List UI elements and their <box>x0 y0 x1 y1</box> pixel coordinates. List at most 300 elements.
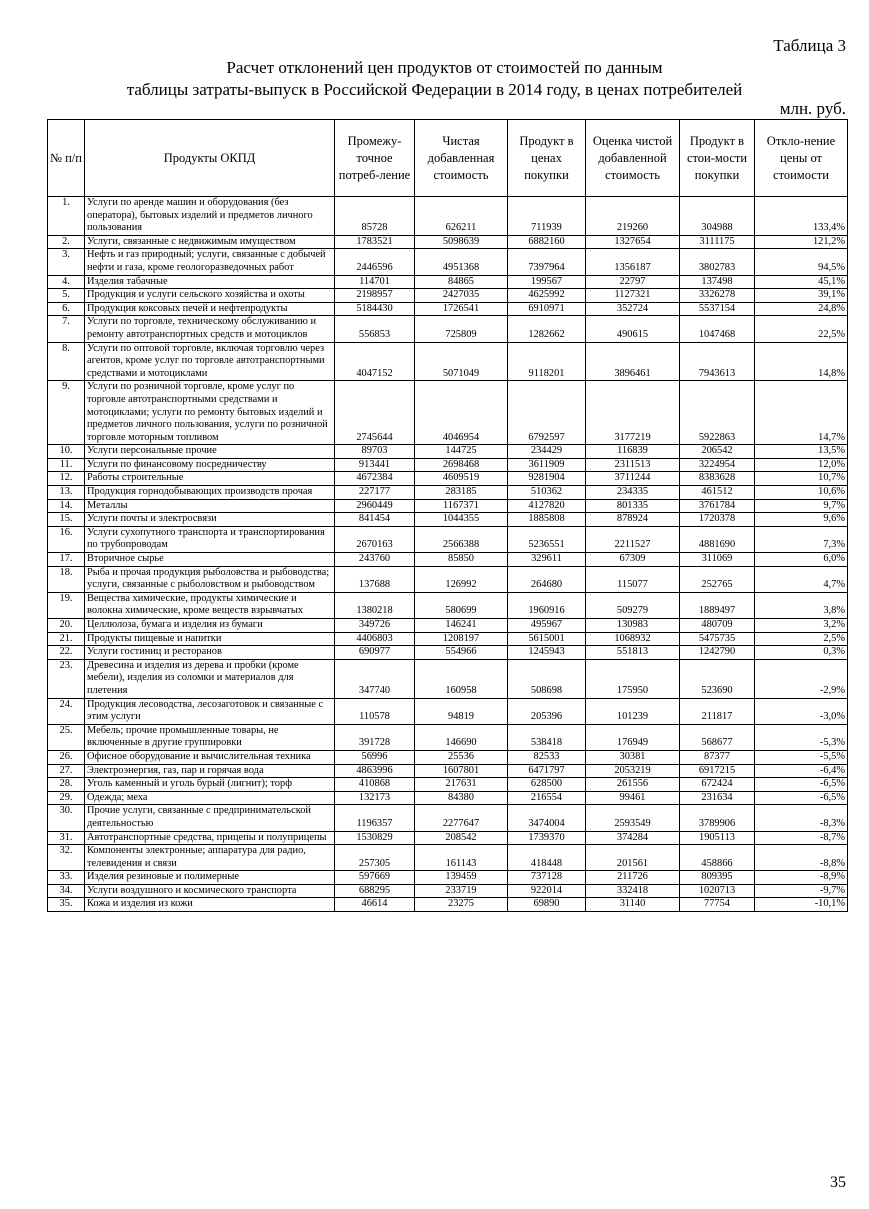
cell-purchase-price: 199567 <box>508 275 586 289</box>
cell-value-estimate: 878924 <box>586 513 680 527</box>
cell-net-value-added: 139459 <box>415 871 508 885</box>
cell-purchase-price: 4127820 <box>508 499 586 513</box>
cell-deviation: 7,3% <box>755 526 848 552</box>
row-product-name: Услуги почты и электросвязи <box>85 513 335 527</box>
cell-net-value-added: 725809 <box>415 316 508 342</box>
table-row <box>48 526 848 552</box>
cell-net-value-added: 94819 <box>415 698 508 724</box>
cell-value-estimate: 116839 <box>586 445 680 459</box>
cell-value-estimate: 31140 <box>586 898 680 912</box>
table-body <box>48 197 848 912</box>
cell-net-value-added: 554966 <box>415 646 508 660</box>
table-row <box>48 275 848 289</box>
cell-deviation: 12,0% <box>755 458 848 472</box>
cell-purchase-price: 6792597 <box>508 381 586 445</box>
cell-product-value: 672424 <box>680 778 755 792</box>
cell-product-value: 3802783 <box>680 249 755 275</box>
table-row <box>48 619 848 633</box>
cell-purchase-price: 711939 <box>508 197 586 236</box>
row-product-name: Кожа и изделия из кожи <box>85 898 335 912</box>
table-row <box>48 289 848 303</box>
cell-intermediate: 4047152 <box>335 342 415 381</box>
cell-product-value: 77754 <box>680 898 755 912</box>
row-product-name: Автотранспортные средства, прицепы и полуприцепы <box>85 831 335 845</box>
table-row <box>48 445 848 459</box>
cell-product-value: 1047468 <box>680 316 755 342</box>
cell-deviation: 2,5% <box>755 632 848 646</box>
row-number: 27. <box>48 764 85 778</box>
table-row <box>48 764 848 778</box>
row-number: 25. <box>48 724 85 750</box>
table-row <box>48 845 848 871</box>
cell-value-estimate: 1068932 <box>586 632 680 646</box>
cell-purchase-price: 1245943 <box>508 646 586 660</box>
cell-intermediate: 391728 <box>335 724 415 750</box>
row-number: 4. <box>48 275 85 289</box>
row-number: 33. <box>48 871 85 885</box>
cell-product-value: 1905113 <box>680 831 755 845</box>
row-product-name: Услуги, связанные с недвижимым имуществом <box>85 235 335 249</box>
cell-purchase-price: 216554 <box>508 791 586 805</box>
cell-product-value: 4881690 <box>680 526 755 552</box>
cell-purchase-price: 264680 <box>508 566 586 592</box>
cell-intermediate: 243760 <box>335 553 415 567</box>
cell-deviation: -9,7% <box>755 884 848 898</box>
cell-product-value: 311069 <box>680 553 755 567</box>
cell-intermediate: 597669 <box>335 871 415 885</box>
cell-purchase-price: 329611 <box>508 553 586 567</box>
row-number: 3. <box>48 249 85 275</box>
row-number: 18. <box>48 566 85 592</box>
cell-product-value: 1720378 <box>680 513 755 527</box>
cell-purchase-price: 418448 <box>508 845 586 871</box>
table-row <box>48 472 848 486</box>
cell-product-value: 206542 <box>680 445 755 459</box>
cell-deviation: -8,7% <box>755 831 848 845</box>
cell-value-estimate: 201561 <box>586 845 680 871</box>
cell-net-value-added: 626211 <box>415 197 508 236</box>
cell-value-estimate: 175950 <box>586 659 680 698</box>
cell-intermediate: 137688 <box>335 566 415 592</box>
cell-net-value-added: 1607801 <box>415 764 508 778</box>
row-number: 2. <box>48 235 85 249</box>
cell-deviation: 10,6% <box>755 486 848 500</box>
cell-net-value-added: 1726541 <box>415 302 508 316</box>
row-product-name: Услуги по финансовому посредничеству <box>85 458 335 472</box>
cell-net-value-added: 4046954 <box>415 381 508 445</box>
row-number: 31. <box>48 831 85 845</box>
cell-product-value: 458866 <box>680 845 755 871</box>
cell-purchase-price: 737128 <box>508 871 586 885</box>
cell-deviation: 39,1% <box>755 289 848 303</box>
cell-deviation: -6,4% <box>755 764 848 778</box>
cell-intermediate: 89703 <box>335 445 415 459</box>
row-product-name: Продукты пищевые и напитки <box>85 632 335 646</box>
cell-deviation: 4,7% <box>755 566 848 592</box>
cell-value-estimate: 801335 <box>586 499 680 513</box>
cell-value-estimate: 67309 <box>586 553 680 567</box>
cell-intermediate: 4406803 <box>335 632 415 646</box>
cell-purchase-price: 4625992 <box>508 289 586 303</box>
cell-intermediate: 2960449 <box>335 499 415 513</box>
row-product-name: Целлюлоза, бумага и изделия из бумаги <box>85 619 335 633</box>
table-row <box>48 302 848 316</box>
cell-intermediate: 56996 <box>335 750 415 764</box>
row-number: 30. <box>48 805 85 831</box>
cell-product-value: 3789906 <box>680 805 755 831</box>
cell-value-estimate: 2593549 <box>586 805 680 831</box>
row-product-name: Работы строительные <box>85 472 335 486</box>
cell-net-value-added: 2566388 <box>415 526 508 552</box>
cell-product-value: 137498 <box>680 275 755 289</box>
row-number: 29. <box>48 791 85 805</box>
cell-net-value-added: 4609519 <box>415 472 508 486</box>
cell-deviation: -3,0% <box>755 698 848 724</box>
row-product-name: Услуги по розничной торговле, кроме услуг по торговле автотранспортными средствами и мотоциклами; услуги по ремонту бытовых изделий и предметов личного пользования, услуги по розничной торговле моторным топливом <box>85 381 335 445</box>
row-product-name: Уголь каменный и уголь бурый (лигнит); торф <box>85 778 335 792</box>
cell-product-value: 5475735 <box>680 632 755 646</box>
cell-value-estimate: 1327654 <box>586 235 680 249</box>
row-product-name: Прочие услуги, связанные с предпринимательской деятельностью <box>85 805 335 831</box>
cell-deviation: -8,9% <box>755 871 848 885</box>
row-product-name: Нефть и газ природный; услуги, связанные с добычей нефти и газа, кроме геологоразведочных работ <box>85 249 335 275</box>
page-number: 35 <box>830 1174 846 1191</box>
row-product-name: Услуги воздушного и космического транспорта <box>85 884 335 898</box>
cell-deviation: 9,7% <box>755 499 848 513</box>
cell-value-estimate: 551813 <box>586 646 680 660</box>
row-number: 10. <box>48 445 85 459</box>
cell-value-estimate: 332418 <box>586 884 680 898</box>
table-row <box>48 249 848 275</box>
cell-product-value: 809395 <box>680 871 755 885</box>
cell-purchase-price: 7397964 <box>508 249 586 275</box>
cell-intermediate: 556853 <box>335 316 415 342</box>
table-row <box>48 750 848 764</box>
cell-product-value: 523690 <box>680 659 755 698</box>
row-number: 35. <box>48 898 85 912</box>
cell-net-value-added: 146690 <box>415 724 508 750</box>
cell-purchase-price: 69890 <box>508 898 586 912</box>
cell-intermediate: 1196357 <box>335 805 415 831</box>
cell-product-value: 304988 <box>680 197 755 236</box>
cell-net-value-added: 85850 <box>415 553 508 567</box>
cell-net-value-added: 217631 <box>415 778 508 792</box>
cell-value-estimate: 219260 <box>586 197 680 236</box>
data-table <box>47 119 848 912</box>
cell-deviation: 3,8% <box>755 592 848 618</box>
table-row <box>48 235 848 249</box>
cell-deviation: -10,1% <box>755 898 848 912</box>
cell-value-estimate: 211726 <box>586 871 680 885</box>
cell-product-value: 87377 <box>680 750 755 764</box>
cell-purchase-price: 82533 <box>508 750 586 764</box>
cell-net-value-added: 1167371 <box>415 499 508 513</box>
table-row <box>48 898 848 912</box>
row-product-name: Услуги сухопутного транспорта и транспортирования по трубопроводам <box>85 526 335 552</box>
col-header-num: № п/п <box>48 120 85 197</box>
table-label: Таблица 3 <box>773 36 846 55</box>
cell-value-estimate: 1127321 <box>586 289 680 303</box>
col-header-product: Продукты ОКПД <box>85 120 335 197</box>
cell-product-value: 231634 <box>680 791 755 805</box>
row-number: 6. <box>48 302 85 316</box>
table-row <box>48 316 848 342</box>
cell-purchase-price: 3474004 <box>508 805 586 831</box>
cell-product-value: 8383628 <box>680 472 755 486</box>
cell-deviation: 14,8% <box>755 342 848 381</box>
cell-deviation: 133,4% <box>755 197 848 236</box>
row-number: 24. <box>48 698 85 724</box>
row-number: 26. <box>48 750 85 764</box>
row-number: 13. <box>48 486 85 500</box>
cell-intermediate: 688295 <box>335 884 415 898</box>
cell-deviation: -6,5% <box>755 791 848 805</box>
row-product-name: Продукция горнодобывающих производств прочая <box>85 486 335 500</box>
row-number: 7. <box>48 316 85 342</box>
cell-purchase-price: 6910971 <box>508 302 586 316</box>
table-row <box>48 646 848 660</box>
row-number: 32. <box>48 845 85 871</box>
cell-value-estimate: 2053219 <box>586 764 680 778</box>
cell-intermediate: 349726 <box>335 619 415 633</box>
col-header-intermediate: Промежу-точное потреб-ление <box>335 120 415 197</box>
cell-value-estimate: 352724 <box>586 302 680 316</box>
cell-deviation: 10,7% <box>755 472 848 486</box>
row-product-name: Древесина и изделия из дерева и пробки (кроме мебели), изделия из соломки и материалов для плетения <box>85 659 335 698</box>
cell-product-value: 461512 <box>680 486 755 500</box>
cell-product-value: 7943613 <box>680 342 755 381</box>
table-row <box>48 831 848 845</box>
row-product-name: Услуги по оптовой торговле, включая торговлю через агентов, кроме услуг по торговле автотранспортными средствами и мотоциклами <box>85 342 335 381</box>
cell-purchase-price: 234429 <box>508 445 586 459</box>
cell-net-value-added: 5098639 <box>415 235 508 249</box>
row-number: 5. <box>48 289 85 303</box>
table-row <box>48 553 848 567</box>
cell-intermediate: 5184430 <box>335 302 415 316</box>
cell-product-value: 1020713 <box>680 884 755 898</box>
cell-product-value: 6917215 <box>680 764 755 778</box>
row-number: 15. <box>48 513 85 527</box>
cell-net-value-added: 283185 <box>415 486 508 500</box>
cell-net-value-added: 160958 <box>415 659 508 698</box>
row-product-name: Компоненты электронные; аппаратура для радио, телевидения и связи <box>85 845 335 871</box>
cell-purchase-price: 5615001 <box>508 632 586 646</box>
cell-product-value: 211817 <box>680 698 755 724</box>
cell-product-value: 568677 <box>680 724 755 750</box>
cell-purchase-price: 508698 <box>508 659 586 698</box>
cell-value-estimate: 490615 <box>586 316 680 342</box>
cell-net-value-added: 4951368 <box>415 249 508 275</box>
table-row <box>48 659 848 698</box>
table-row <box>48 499 848 513</box>
cell-intermediate: 227177 <box>335 486 415 500</box>
table-row <box>48 778 848 792</box>
cell-intermediate: 410868 <box>335 778 415 792</box>
cell-purchase-price: 1739370 <box>508 831 586 845</box>
row-product-name: Вещества химические, продукты химические и волокна химические, кроме веществ взрывчатых <box>85 592 335 618</box>
cell-intermediate: 132173 <box>335 791 415 805</box>
row-number: 23. <box>48 659 85 698</box>
cell-intermediate: 2198957 <box>335 289 415 303</box>
row-number: 34. <box>48 884 85 898</box>
cell-net-value-added: 84865 <box>415 275 508 289</box>
cell-value-estimate: 176949 <box>586 724 680 750</box>
title-line-1: Расчет отклонений цен продуктов от стоимостей по данным <box>226 58 663 77</box>
cell-deviation: 45,1% <box>755 275 848 289</box>
cell-value-estimate: 2211527 <box>586 526 680 552</box>
cell-value-estimate: 234335 <box>586 486 680 500</box>
cell-value-estimate: 261556 <box>586 778 680 792</box>
row-number: 19. <box>48 592 85 618</box>
cell-purchase-price: 1960916 <box>508 592 586 618</box>
cell-intermediate: 1530829 <box>335 831 415 845</box>
cell-product-value: 5922863 <box>680 381 755 445</box>
cell-value-estimate: 99461 <box>586 791 680 805</box>
cell-value-estimate: 130983 <box>586 619 680 633</box>
cell-product-value: 3326278 <box>680 289 755 303</box>
table-row <box>48 486 848 500</box>
cell-value-estimate: 1356187 <box>586 249 680 275</box>
row-number: 11. <box>48 458 85 472</box>
row-number: 12. <box>48 472 85 486</box>
row-number: 9. <box>48 381 85 445</box>
cell-intermediate: 2670163 <box>335 526 415 552</box>
title-line-2: таблицы затраты-выпуск в Российской Федерации в 2014 году, в ценах потребителей <box>126 80 743 99</box>
cell-value-estimate: 2311513 <box>586 458 680 472</box>
cell-product-value: 1889497 <box>680 592 755 618</box>
row-number: 14. <box>48 499 85 513</box>
row-product-name: Мебель; прочие промышленные товары, не включенные в другие группировки <box>85 724 335 750</box>
cell-intermediate: 1783521 <box>335 235 415 249</box>
cell-net-value-added: 144725 <box>415 445 508 459</box>
cell-product-value: 1242790 <box>680 646 755 660</box>
cell-value-estimate: 374284 <box>586 831 680 845</box>
cell-deviation: 9,6% <box>755 513 848 527</box>
cell-deviation: 3,2% <box>755 619 848 633</box>
cell-value-estimate: 22797 <box>586 275 680 289</box>
cell-intermediate: 4672384 <box>335 472 415 486</box>
cell-purchase-price: 9281904 <box>508 472 586 486</box>
row-product-name: Офисное оборудование и вычислительная техника <box>85 750 335 764</box>
cell-product-value: 3761784 <box>680 499 755 513</box>
col-header-purchase-price: Продукт в ценах покупки <box>508 120 586 197</box>
row-number: 28. <box>48 778 85 792</box>
col-header-product-value: Продукт в стои-мости покупки <box>680 120 755 197</box>
row-product-name: Вторичное сырье <box>85 553 335 567</box>
cell-net-value-added: 23275 <box>415 898 508 912</box>
row-product-name: Продукция коксовых печей и нефтепродукты <box>85 302 335 316</box>
row-number: 8. <box>48 342 85 381</box>
table-row <box>48 632 848 646</box>
unit-label: млн. руб. <box>779 99 846 118</box>
cell-intermediate: 347740 <box>335 659 415 698</box>
cell-deviation: 0,3% <box>755 646 848 660</box>
row-product-name: Услуги персональные прочие <box>85 445 335 459</box>
cell-intermediate: 4863996 <box>335 764 415 778</box>
table-row <box>48 592 848 618</box>
cell-purchase-price: 205396 <box>508 698 586 724</box>
cell-value-estimate: 3177219 <box>586 381 680 445</box>
cell-net-value-added: 126992 <box>415 566 508 592</box>
table-row <box>48 197 848 236</box>
cell-deviation: 22,5% <box>755 316 848 342</box>
cell-intermediate: 46614 <box>335 898 415 912</box>
cell-intermediate: 114701 <box>335 275 415 289</box>
cell-net-value-added: 5071049 <box>415 342 508 381</box>
cell-value-estimate: 115077 <box>586 566 680 592</box>
cell-net-value-added: 2698468 <box>415 458 508 472</box>
row-number: 17. <box>48 553 85 567</box>
cell-product-value: 3224954 <box>680 458 755 472</box>
cell-intermediate: 85728 <box>335 197 415 236</box>
table-row <box>48 698 848 724</box>
cell-purchase-price: 1885808 <box>508 513 586 527</box>
row-product-name: Изделия резиновые и полимерные <box>85 871 335 885</box>
cell-purchase-price: 3611909 <box>508 458 586 472</box>
cell-net-value-added: 580699 <box>415 592 508 618</box>
row-number: 1. <box>48 197 85 236</box>
row-product-name: Металлы <box>85 499 335 513</box>
row-product-name: Услуги гостиниц и ресторанов <box>85 646 335 660</box>
cell-deviation: -8,8% <box>755 845 848 871</box>
cell-value-estimate: 509279 <box>586 592 680 618</box>
row-number: 21. <box>48 632 85 646</box>
cell-intermediate: 2446596 <box>335 249 415 275</box>
cell-deviation: 6,0% <box>755 553 848 567</box>
row-number: 16. <box>48 526 85 552</box>
cell-product-value: 3111175 <box>680 235 755 249</box>
cell-deviation: 13,5% <box>755 445 848 459</box>
cell-purchase-price: 922014 <box>508 884 586 898</box>
table-row <box>48 458 848 472</box>
cell-purchase-price: 538418 <box>508 724 586 750</box>
cell-net-value-added: 161143 <box>415 845 508 871</box>
cell-net-value-added: 2277647 <box>415 805 508 831</box>
cell-intermediate: 110578 <box>335 698 415 724</box>
cell-purchase-price: 510362 <box>508 486 586 500</box>
cell-purchase-price: 628500 <box>508 778 586 792</box>
cell-purchase-price: 5236551 <box>508 526 586 552</box>
table-row <box>48 381 848 445</box>
cell-value-estimate: 30381 <box>586 750 680 764</box>
col-header-net-value-added: Чистая добавленная стоимость <box>415 120 508 197</box>
cell-net-value-added: 146241 <box>415 619 508 633</box>
cell-intermediate: 913441 <box>335 458 415 472</box>
cell-intermediate: 257305 <box>335 845 415 871</box>
cell-deviation: -8,3% <box>755 805 848 831</box>
cell-intermediate: 1380218 <box>335 592 415 618</box>
cell-net-value-added: 233719 <box>415 884 508 898</box>
table-row <box>48 805 848 831</box>
cell-deviation: -5,3% <box>755 724 848 750</box>
cell-net-value-added: 2427035 <box>415 289 508 303</box>
cell-net-value-added: 25536 <box>415 750 508 764</box>
cell-net-value-added: 1044355 <box>415 513 508 527</box>
cell-deviation: 121,2% <box>755 235 848 249</box>
cell-deviation: -6,5% <box>755 778 848 792</box>
row-number: 22. <box>48 646 85 660</box>
table-row <box>48 342 848 381</box>
col-header-value-estimate: Оценка чистой добавленной стоимость <box>586 120 680 197</box>
table-row <box>48 871 848 885</box>
cell-purchase-price: 495967 <box>508 619 586 633</box>
cell-deviation: 14,7% <box>755 381 848 445</box>
row-number: 20. <box>48 619 85 633</box>
cell-net-value-added: 84380 <box>415 791 508 805</box>
cell-purchase-price: 6882160 <box>508 235 586 249</box>
cell-purchase-price: 6471797 <box>508 764 586 778</box>
table-row <box>48 724 848 750</box>
